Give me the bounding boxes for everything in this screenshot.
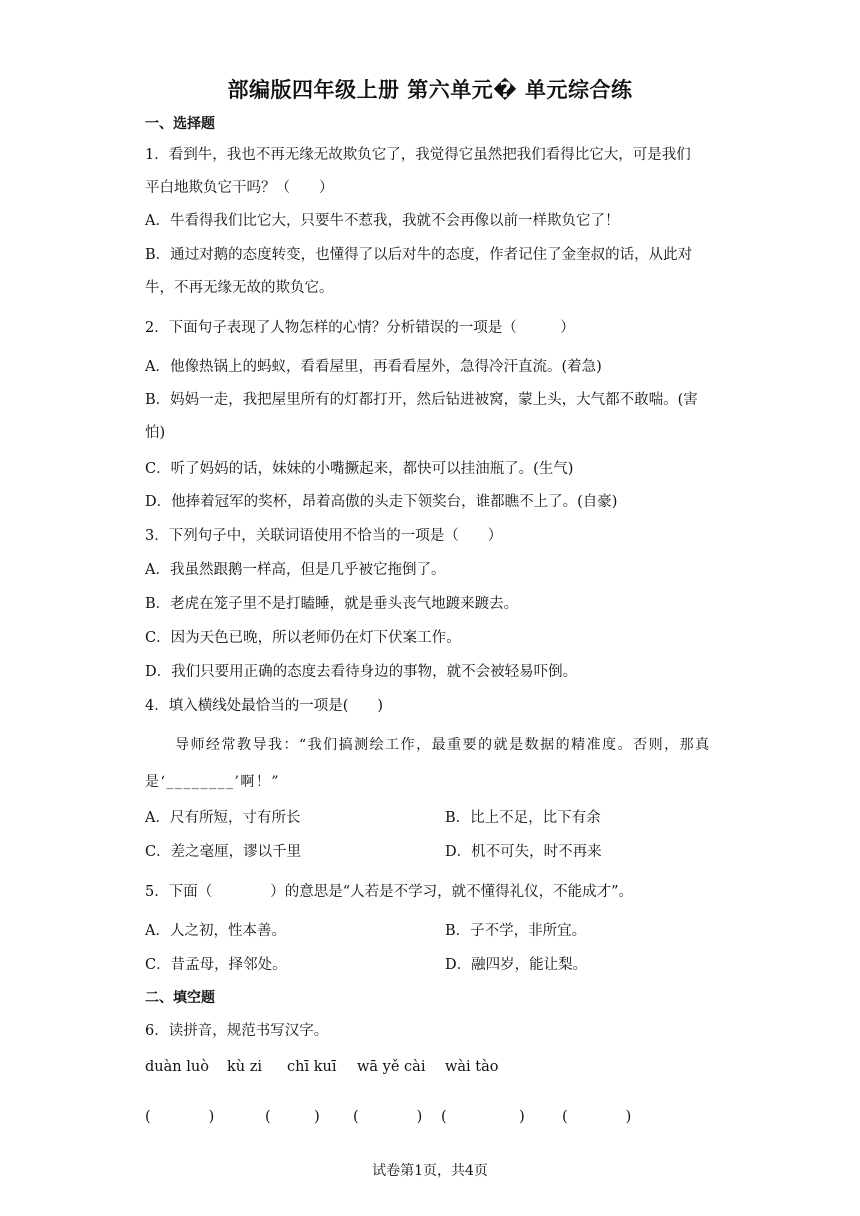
- q5-option-d: D．融四岁，能让梨。: [445, 957, 588, 973]
- q2-stem: 2．下面句子表现了人物怎样的心情？分析错误的一项是（ ）: [145, 320, 575, 336]
- q4-option-d: D．机不可失，时不再来: [445, 844, 602, 860]
- q1-option-a: A．牛看得我们比它大，只要牛不惹我，我就不会再像以前一样欺负它了！: [145, 213, 620, 229]
- answer-blank[interactable]: ( ): [265, 1109, 320, 1125]
- q2-option-c: C．听了妈妈的话，妹妹的小嘴撅起来，都快可以挂油瓶了。(生气): [145, 461, 574, 477]
- answer-blank[interactable]: ( ): [562, 1109, 632, 1125]
- q5-stem: 5．下面（ ）的意思是“人若是不学习，就不懂得礼仪，不能成才”。: [145, 884, 634, 900]
- q3-option-b: B．老虎在笼子里不是打瞌睡，就是垂头丧气地踱来踱去。: [145, 596, 519, 612]
- q2-option-a: A．他像热锅上的蚂蚁，看看屋里，再看看屋外，急得冷汗直流。(着急): [145, 359, 602, 375]
- pinyin-item: wā yě cài: [357, 1059, 426, 1075]
- pinyin-item: wài tào: [445, 1059, 499, 1075]
- section-heading-fill-in: 二、填空题: [145, 990, 215, 1006]
- q3-option-d: D．我们只要用正确的态度去看待身边的事物，就不会被轻易吓倒。: [145, 664, 578, 680]
- q3-option-a: A．我虽然跟鹅一样高，但是几乎被它拖倒了。: [145, 562, 446, 578]
- q4-stem: 4．填入横线处最恰当的一项是( ): [145, 698, 384, 714]
- q4-option-c: C．差之毫厘，谬以千里: [145, 844, 302, 860]
- q6-stem: 6．读拼音，规范书写汉字。: [145, 1023, 329, 1039]
- q3-stem: 3．下列句子中，关联词语使用不恰当的一项是（ ）: [145, 528, 503, 544]
- page-title: 部编版四年级上册 第六单元� 单元综合练: [227, 78, 633, 102]
- q1-option-b-line2: 牛，不再无缘无故的欺负它。: [145, 280, 334, 296]
- q4-passage-line2: 是‘________’啊！”: [145, 774, 281, 790]
- q5-option-c: C．昔孟母，择邻处。: [145, 957, 287, 973]
- q2-option-b-line2: 怕): [145, 425, 166, 441]
- q4-passage-line1: 导师经常教导我：“我们搞测绘工作，最重要的就是数据的精准度。否则，那真: [175, 737, 711, 753]
- q2-option-d: D．他捧着冠军的奖杯，昂着高傲的头走下领奖台，谁都瞧不上了。(自豪): [145, 494, 618, 510]
- q1-stem-line1: 1．看到牛，我也不再无缘无故欺负它了，我觉得它虽然把我们看得比它大，可是我们: [145, 147, 691, 163]
- page-footer: 试卷第1页，共4页: [372, 1163, 488, 1179]
- q2-option-b-line1: B．妈妈一走，我把屋里所有的灯都打开，然后钻进被窝，蒙上头，大气都不敢喘。(害: [145, 392, 698, 408]
- pinyin-item: duàn luò: [145, 1059, 209, 1075]
- answer-blank[interactable]: ( ): [145, 1109, 215, 1125]
- q5-option-b: B．子不学，非所宜。: [445, 923, 587, 939]
- q4-option-a: A．尺有所短，寸有所长: [145, 810, 301, 826]
- q4-option-b: B．比上不足，比下有余: [445, 810, 601, 826]
- answer-blank[interactable]: ( ): [353, 1109, 423, 1125]
- section-heading-choice: 一、选择题: [145, 116, 215, 132]
- answer-blank[interactable]: ( ): [441, 1109, 525, 1125]
- q1-stem-line2: 平白地欺负它干吗？（ ）: [145, 180, 334, 196]
- q3-option-c: C．因为天色已晚，所以老师仍在灯下伏案工作。: [145, 630, 461, 646]
- pinyin-item: chī kuī: [287, 1059, 337, 1075]
- pinyin-item: kù zi: [227, 1059, 263, 1075]
- q5-option-a: A．人之初，性本善。: [145, 923, 286, 939]
- q1-option-b-line1: B．通过对鹅的态度转变，也懂得了以后对牛的态度，作者记住了金奎叔的话，从此对: [145, 247, 693, 263]
